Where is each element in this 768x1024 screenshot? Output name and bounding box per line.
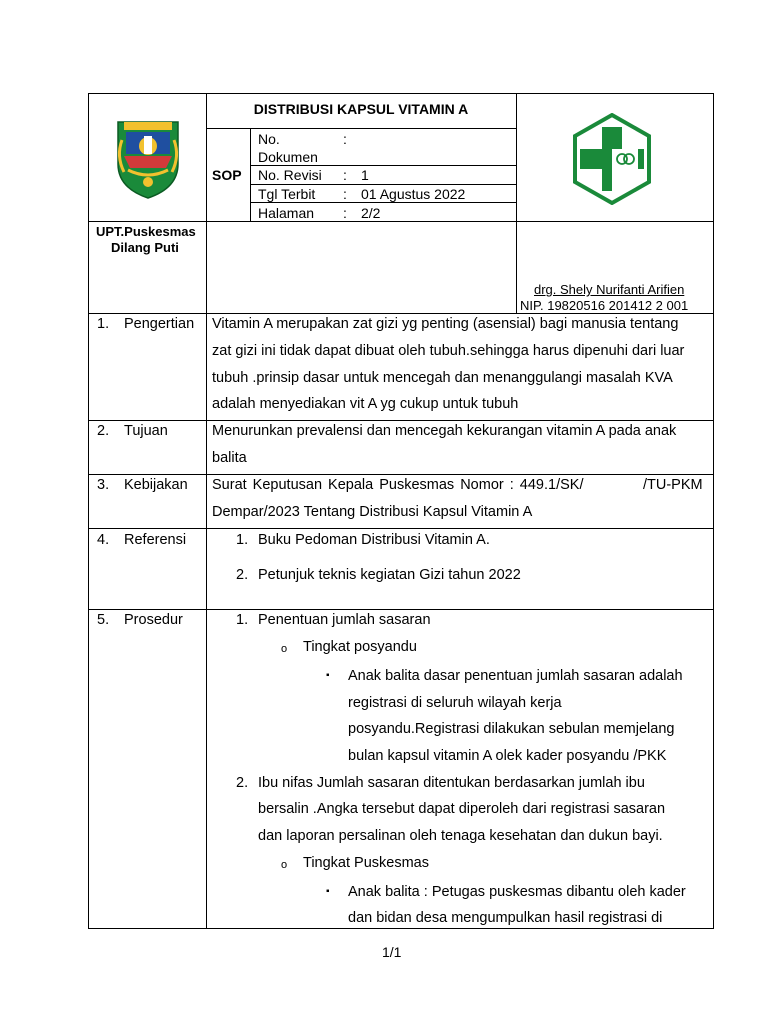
sop-label: SOP xyxy=(212,167,242,183)
list-item-number: 2. xyxy=(236,775,249,791)
section-label-kebijakan: Kebijakan xyxy=(124,477,188,493)
sub-sub-list-line: Anak balita dasar penentuan jumlah sasaran adalah xyxy=(348,668,683,684)
section-number: 3. xyxy=(97,477,110,493)
section-number: 2. xyxy=(97,423,110,439)
sub-sub-list-line: Anak balita : Petugas puskesmas dibantu oleh kader xyxy=(348,884,686,900)
list-item-number: 1. xyxy=(236,612,249,628)
issue-date-value: 01 Agustus 2022 xyxy=(361,186,466,202)
doc-number-colon: : xyxy=(343,131,347,147)
list-item-line: dan laporan persalinan oleh tenaga kesehatan dan dukun bayi. xyxy=(258,828,663,844)
page-value: 2/2 xyxy=(361,205,381,221)
issue-date-colon: : xyxy=(343,186,347,202)
section-number: 1. xyxy=(97,316,110,332)
section-number: 4. xyxy=(97,532,110,548)
sub-sub-list-line: registrasi di seluruh wilayah kerja xyxy=(348,695,562,711)
kebijakan-line: Surat Keputusan Kepala Puskesmas Nomor : 449.1/SK/ xyxy=(212,477,584,493)
list-item-line: bersalin .Angka tersebut dapat diperoleh dari registrasi sasaran xyxy=(258,801,666,817)
pengertian-line: zat gizi ini tidak dapat dibuat oleh tubuh.sehingga harus dipenuhi dari luar xyxy=(212,343,685,359)
doc-number-label: No. xyxy=(258,131,280,147)
section-label-prosedur: Prosedur xyxy=(124,612,183,628)
section-label-tujuan: Tujuan xyxy=(124,423,168,439)
square-bullet-icon: ▪ xyxy=(326,670,330,681)
section-label-referensi: Referensi xyxy=(124,532,187,548)
sub-sub-list-line: posyandu.Registrasi dilakukan sebulan memjelang xyxy=(348,721,675,737)
regency-crest-logo xyxy=(114,116,182,200)
list-item: Petunjuk teknis kegiatan Gizi tahun 2022 xyxy=(258,567,521,583)
organization-name: UPT.Puskesmas xyxy=(96,224,196,239)
page-colon: : xyxy=(343,205,347,221)
list-item: Buku Pedoman Distribusi Vitamin A. xyxy=(258,532,490,548)
issue-date-label: Tgl Terbit xyxy=(258,186,316,202)
list-item-number: 1. xyxy=(236,532,249,548)
puskesmas-logo xyxy=(572,113,652,205)
tujuan-line: Menurunkan prevalensi dan mencegah kekurangan vitamin A pada anak xyxy=(212,423,677,439)
list-item-line: Ibu nifas Jumlah sasaran ditentukan berdasarkan jumlah ibu xyxy=(258,775,645,791)
doc-number-label-cont: Dokumen xyxy=(258,149,318,165)
list-item: Penentuan jumlah sasaran xyxy=(258,612,431,628)
circle-bullet-icon: o xyxy=(281,643,288,655)
pengertian-line: adalah menyediakan vit A yg cukup untuk tubuh xyxy=(212,396,519,412)
square-bullet-icon: ▪ xyxy=(326,886,330,897)
revision-value: 1 xyxy=(361,167,369,183)
page-number: 1/1 xyxy=(382,944,402,960)
signatory-name: drg. Shely Nurifanti Arifien xyxy=(534,282,685,297)
revision-colon: : xyxy=(343,167,347,183)
organization-location: Dilang Puti xyxy=(111,240,179,255)
sub-list-item: Tingkat posyandu xyxy=(303,639,417,655)
kebijakan-line: Dempar/2023 Tentang Distribusi Kapsul Vitamin A xyxy=(212,504,533,520)
pengertian-line: tubuh .prinsip dasar untuk mencegah dan menanggulangi masalah KVA xyxy=(212,370,673,386)
pengertian-line: Vitamin A merupakan zat gizi yg penting (asensial) bagi manusia tentang xyxy=(212,316,679,332)
sub-list-item: Tingkat Puskesmas xyxy=(303,855,429,871)
signatory-nip: NIP. 19820516 201412 2 001 xyxy=(520,298,689,313)
document-title: DISTRIBUSI KAPSUL VITAMIN A xyxy=(253,101,469,117)
section-number: 5. xyxy=(97,612,110,628)
kebijakan-line-suffix: /TU-PKM xyxy=(643,477,703,493)
tujuan-line: balita xyxy=(212,450,247,466)
revision-label: No. Revisi xyxy=(258,167,322,183)
list-item-number: 2. xyxy=(236,567,249,583)
sub-sub-list-line: dan bidan desa mengumpulkan hasil registrasi di xyxy=(348,910,663,926)
section-label-pengertian: Pengertian xyxy=(124,316,195,332)
page-label: Halaman xyxy=(258,205,315,221)
circle-bullet-icon: o xyxy=(281,859,288,871)
sub-sub-list-line: bulan kapsul vitamin A olek kader posyandu /PKK xyxy=(348,748,667,764)
